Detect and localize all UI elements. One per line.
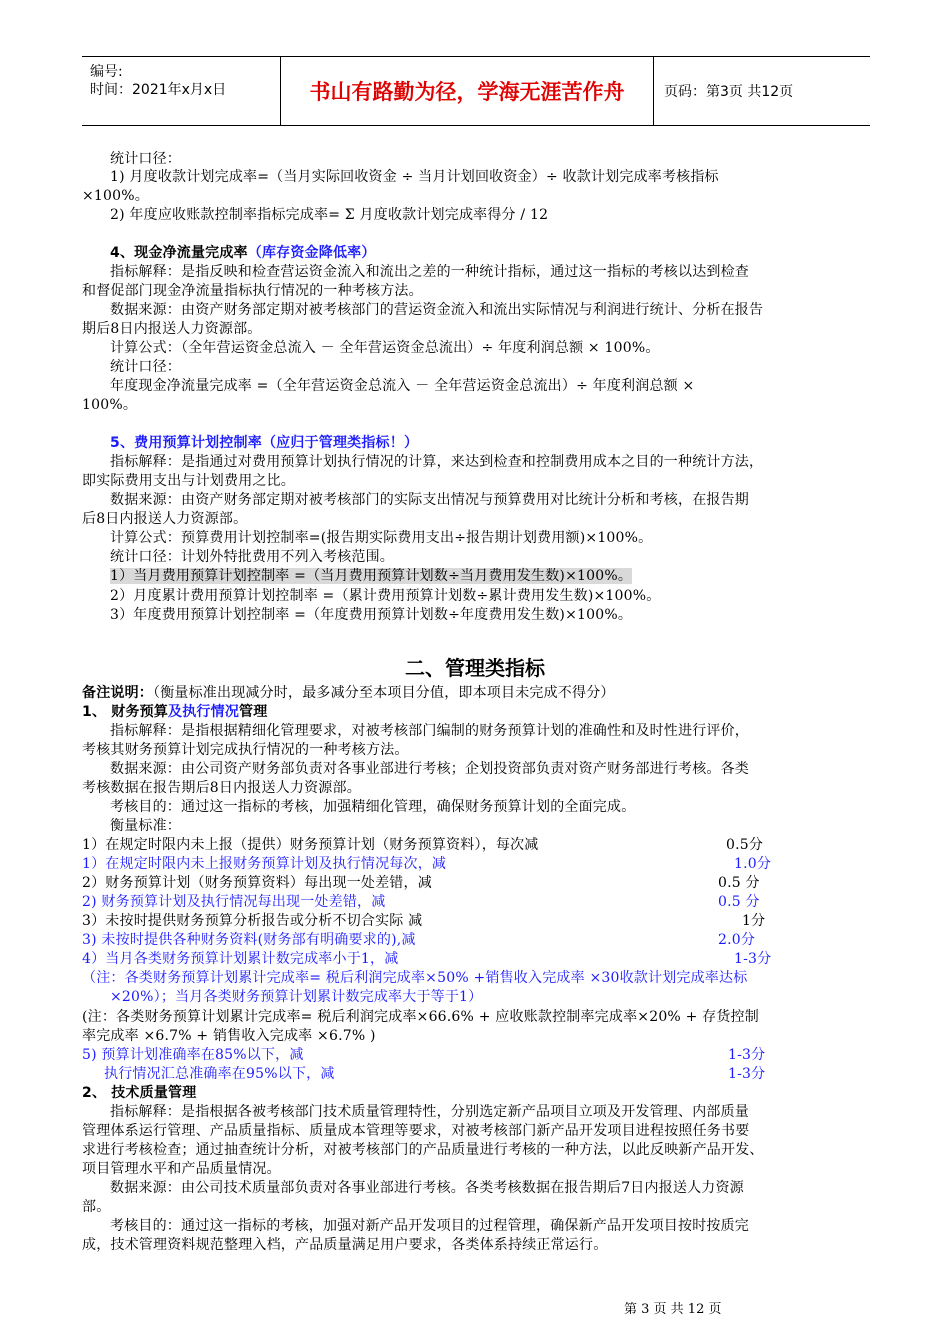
- note-line: 备注说明：（衡量标准出现减分时，最多减分至本项目分值，即本项目未完成不得分）: [82, 685, 615, 701]
- text-line: 计算公式：（全年营运资金总流入 － 全年营运资金总流出）÷ 年度利润总额 × 100%。: [110, 340, 660, 356]
- score: 0.5分: [726, 837, 764, 853]
- score: 2.0分: [718, 932, 756, 948]
- text-line: 部。: [82, 1199, 111, 1215]
- doc-number: 编号:: [90, 64, 123, 80]
- text-line: 后8日内报送人力资源部。: [82, 511, 248, 527]
- text-line: 统计口径：计划外特批费用不列入考核范围。: [110, 549, 394, 565]
- criterion-row: 3) 未按时提供各种财务资料(财务部有明确要求的),减 2.0分: [82, 932, 756, 948]
- criterion-row: 2）财务预算计划（财务预算资料）每出现一处差错，减 0.5 分: [82, 875, 760, 891]
- text-line: 即实际费用支出与计划费用之比。: [82, 473, 295, 489]
- text-line: 计算公式：预算费用计划控制率=(报告期实际费用支出÷报告期计划费用额)×100%。: [110, 530, 653, 546]
- criterion-row: 3）未按时提供财务预算分析报告或分析不切合实际 减 1分: [82, 913, 766, 929]
- text-line: 成，技术管理资料规范整理入档，产品质量满足用户要求，各类体系持续正常运行。: [82, 1237, 608, 1253]
- section-heading: 二、管理类指标: [405, 656, 545, 680]
- item4-title: 4、现金净流量完成率（库存资金降低率）: [110, 245, 376, 261]
- criterion-row: 5) 预算计划准确率在85%以下，减 1-3分: [82, 1047, 766, 1063]
- score: 1-3分: [734, 951, 772, 967]
- text-line: 考核目的：通过这一指标的考核，加强精细化管理，确保财务预算计划的全面完成。: [110, 799, 636, 815]
- text-line: [82, 567, 900, 586]
- text-line: 项目管理水平和产品质量情况。: [82, 1161, 281, 1177]
- text-line: ×20%）；当月各类财务预算计划累计数完成率大于等于1）: [110, 989, 483, 1005]
- text-line: 求进行考核检查；通过抽查统计分析，对被考核部门的产品质量进行考核的一种方法，以此反映新产品开发、: [82, 1142, 764, 1158]
- header-page: 页码：第3页 共12页: [664, 84, 794, 100]
- score: 0.5 分: [718, 894, 760, 910]
- item1-title: 1、 财务预算及执行情况管理: [82, 704, 268, 720]
- text-line: (注：各类财务预算计划累计完成率= 税后利润完成率×66.6% + 应收账款控制率完成率×20% + 存货控制: [82, 1009, 759, 1025]
- doc-time: 时间：2021年x月x日: [90, 82, 227, 98]
- text-line: 数据来源：由资产财务部定期对被考核部门的营运资金流入和流出实际情况与利润进行统计、分析在报告: [110, 302, 764, 318]
- header-meta: [82, 57, 281, 125]
- text-line: 3）年度费用预算计划控制率 =（年度费用预算计划数÷年度费用发生数)×100%。: [110, 607, 633, 623]
- text-line: 衡量标准：: [110, 818, 181, 834]
- text-line: 数据来源：由资产财务部定期对被考核部门的实际支出情况与预算费用对比统计分析和考核，在报告期: [110, 492, 749, 508]
- text-line: 考核数据在报告期后8日内报送人力资源部。: [82, 780, 361, 796]
- criterion-row: 4）当月各类财务预算计划累计数完成率小于1，减 1-3分: [82, 951, 772, 967]
- text-line: 数据来源：由公司资产财务部负责对各事业部进行考核；企划投资部负责对资产财务部进行考核。各类: [110, 761, 749, 777]
- text-line: ×100%。: [82, 188, 149, 204]
- text-line: 期后8日内报送人力资源部。: [82, 321, 262, 337]
- item2-title: 2、 技术质量管理: [82, 1085, 197, 1101]
- score: 0.5 分: [718, 875, 760, 891]
- text-line: （注：各类财务预算计划累计完成率= 税后利润完成率×50% +销售收入完成率 ×30收款计划完成率达标: [82, 970, 748, 986]
- text-line: 管理体系运行管理、产品质量指标、质量成本管理等要求，对被考核部门新产品开发项目进程按照任务书要: [82, 1123, 750, 1139]
- text-line: 考核其财务预算计划完成执行情况的一种考核方法。: [82, 742, 409, 758]
- text-line: 指标解释：是指通过对费用预算计划执行情况的计算，来达到检查和控制费用成本之目的一种统计方法，: [110, 454, 764, 470]
- text-line: 考核目的：通过这一指标的考核，加强对新产品开发项目的过程管理，确保新产品开发项目按时按质完: [110, 1218, 749, 1234]
- criterion-row: 1）在规定时限内未上报（提供）财务预算计划（财务预算资料），每次减 0.5分: [82, 837, 764, 853]
- page-header: [82, 56, 870, 126]
- header-motto: 书山有路勤为径，学海无涯苦作舟: [281, 57, 654, 125]
- text-line: 100%。: [82, 397, 138, 413]
- stat-label: 统计口径：: [110, 151, 181, 167]
- criterion-row: 1）在规定时限内未上报财务预算计划及执行情况每次，减 1.0分: [82, 856, 772, 872]
- criterion-row: 执行情况汇总准确率在95%以下，减 1-3分: [104, 1066, 766, 1082]
- text-line: 2) 年度应收账款控制率指标完成率= Σ 月度收款计划完成率得分 / 12: [110, 207, 549, 223]
- text-line: 指标解释：是指反映和检查营运资金流入和流出之差的一种统计指标，通过这一指标的考核以达到检查: [110, 264, 749, 280]
- text-line: 年度现金净流量完成率 =（全年营运资金总流入 － 全年营运资金总流出）÷ 年度利润总额 ×: [110, 378, 695, 394]
- text-line: 1) 月度收款计划完成率=（当月实际回收资金 ÷ 当月计划回收资金）÷ 收款计划完成率考核指标: [110, 169, 719, 185]
- item5-title: 5、费用预算计划控制率（应归于管理类指标！）: [110, 435, 419, 451]
- text-line: 统计口径：: [110, 359, 181, 375]
- score: 1分: [742, 913, 766, 929]
- highlighted-text: 1）当月费用预算计划控制率 =（当月费用预算计划数÷当月费用发生数)×100%。: [110, 568, 633, 584]
- text-line: 率完成率 ×6.7% + 销售收入完成率 ×6.7% ): [82, 1028, 376, 1044]
- text-line: 指标解释：是指根据精细化管理要求，对被考核部门编制的财务预算计划的准确性和及时性进行评价，: [110, 723, 749, 739]
- text-line: 和督促部门现金净流量指标执行情况的一种考核方法。: [82, 283, 423, 299]
- text-line: 指标解释：是指根据各被考核部门技术质量管理特性，分别选定新产品项目立项及开发管理、内部质量: [110, 1104, 749, 1120]
- text-line: 数据来源：由公司技术质量部负责对各事业部进行考核。各类考核数据在报告期后7日内报送人力资源: [110, 1180, 744, 1196]
- score: 1.0分: [734, 856, 772, 872]
- score: 1-3分: [728, 1066, 766, 1082]
- page-footer: 第 3 页 共 12 页: [624, 1302, 722, 1317]
- text-line: 2）月度累计费用预算计划控制率 =（累计费用预算计划数÷累计费用发生数)×100%。: [110, 588, 661, 604]
- criterion-row: 2) 财务预算计划及执行情况每出现一处差错，减 0.5 分: [82, 894, 760, 910]
- score: 1-3分: [728, 1047, 766, 1063]
